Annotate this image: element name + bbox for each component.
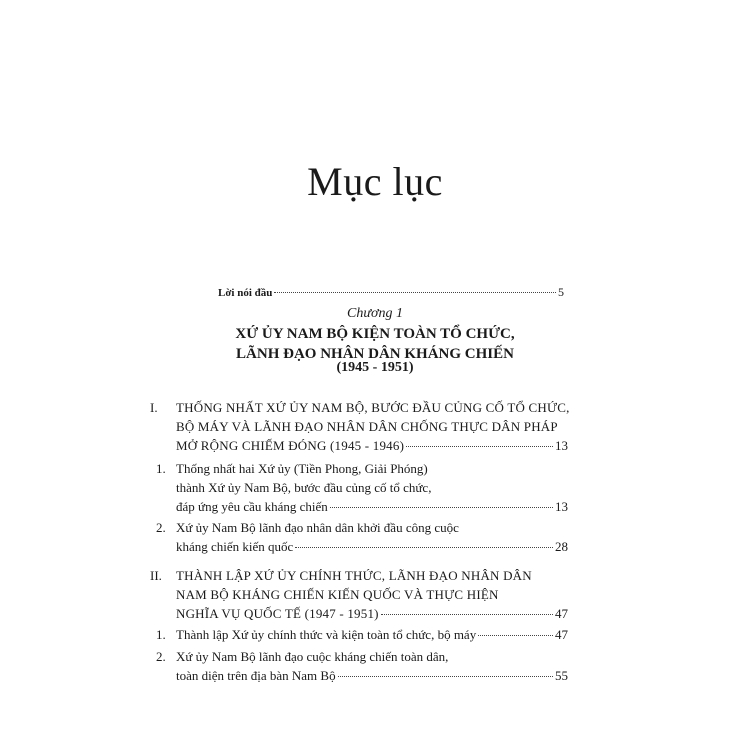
chapter-years: (1945 - 1951) [336,360,414,375]
item-title-line: Xứ ủy Nam Bộ lãnh đạo cuộc kháng chiến toàn dân, [176,649,449,664]
item-row [156,627,568,643]
section-number: II. [150,568,162,583]
item-number: 1. [156,627,166,642]
section-title-line: NAM BỘ KHÁNG CHIẾN KIẾN QUỐC VÀ THỰC HIỆN [176,587,499,602]
chapter-title-line: LÃNH ĐẠO NHÂN DÂN KHÁNG CHIẾN [236,346,514,362]
section-page: 47 [555,606,568,621]
dot-leader [406,446,553,447]
dot-leader [295,547,553,548]
section-title-last-line [176,606,568,622]
dot-leader [274,292,556,293]
item-number: 1. [156,461,166,476]
section-title-line: BỘ MÁY VÀ LÃNH ĐẠO NHÂN DÂN CHỐNG THỰC DÂN PHÁP [176,419,558,434]
section-title-line: MỞ RỘNG CHIẾM ĐÓNG (1945 - 1946) [176,438,405,453]
dot-leader [338,676,553,677]
item-title-last-line [176,539,568,555]
dot-leader [381,614,553,615]
section-title-line: THỐNG NHẤT XỨ ỦY NAM BỘ, BƯỚC ĐẦU CỦNG CỐ TỔ CHỨC, [176,400,570,415]
item-title-line: Thống nhất hai Xứ ủy (Tiền Phong, Giải Phóng) [176,461,428,476]
item-number: 2. [156,649,166,664]
toc-entry-label: Lời nói đầu [218,287,273,299]
item-page: 13 [555,499,568,514]
section-number: I. [150,400,158,415]
chapter-title-line: XỨ ỦY NAM BỘ KIỆN TOÀN TỔ CHỨC, [235,326,515,342]
item-title-line: thành Xứ ủy Nam Bộ, bước đầu củng cố tổ chức, [176,480,432,495]
item-title-line: kháng chiến kiến quốc [176,539,294,554]
page-title: Mục lục [307,159,443,204]
chapter-label: Chương 1 [347,306,403,321]
item-title-line: Thành lập Xứ ủy chính thức và kiện toàn tổ chức, bộ máy [176,627,477,642]
item-title-last-line [176,668,568,684]
item-title-line: đáp ứng yêu cầu kháng chiến [176,499,328,514]
item-page: 28 [555,539,568,554]
section-title-last-line [176,438,568,454]
section-page: 13 [555,438,568,453]
toc-entry-page: 5 [558,285,564,299]
chapter-title [0,324,750,364]
section-title-line: NGHĨA VỤ QUỐC TẾ (1947 - 1951) [176,606,379,621]
item-page: 55 [555,668,568,683]
item-title-line: Xứ ủy Nam Bộ lãnh đạo nhân dân khởi đầu công cuộc [176,520,459,535]
item-title-last-line [176,499,568,515]
dot-leader [478,635,553,636]
item-title-line: toàn diện trên địa bàn Nam Bộ [176,668,336,683]
item-number: 2. [156,520,166,535]
dot-leader [330,507,553,508]
toc-entry-preface[interactable] [218,285,564,300]
item-page: 47 [555,627,568,642]
section-title-line: THÀNH LẬP XỨ ỦY CHÍNH THỨC, LÃNH ĐẠO NHÂN DÂN [176,568,532,583]
